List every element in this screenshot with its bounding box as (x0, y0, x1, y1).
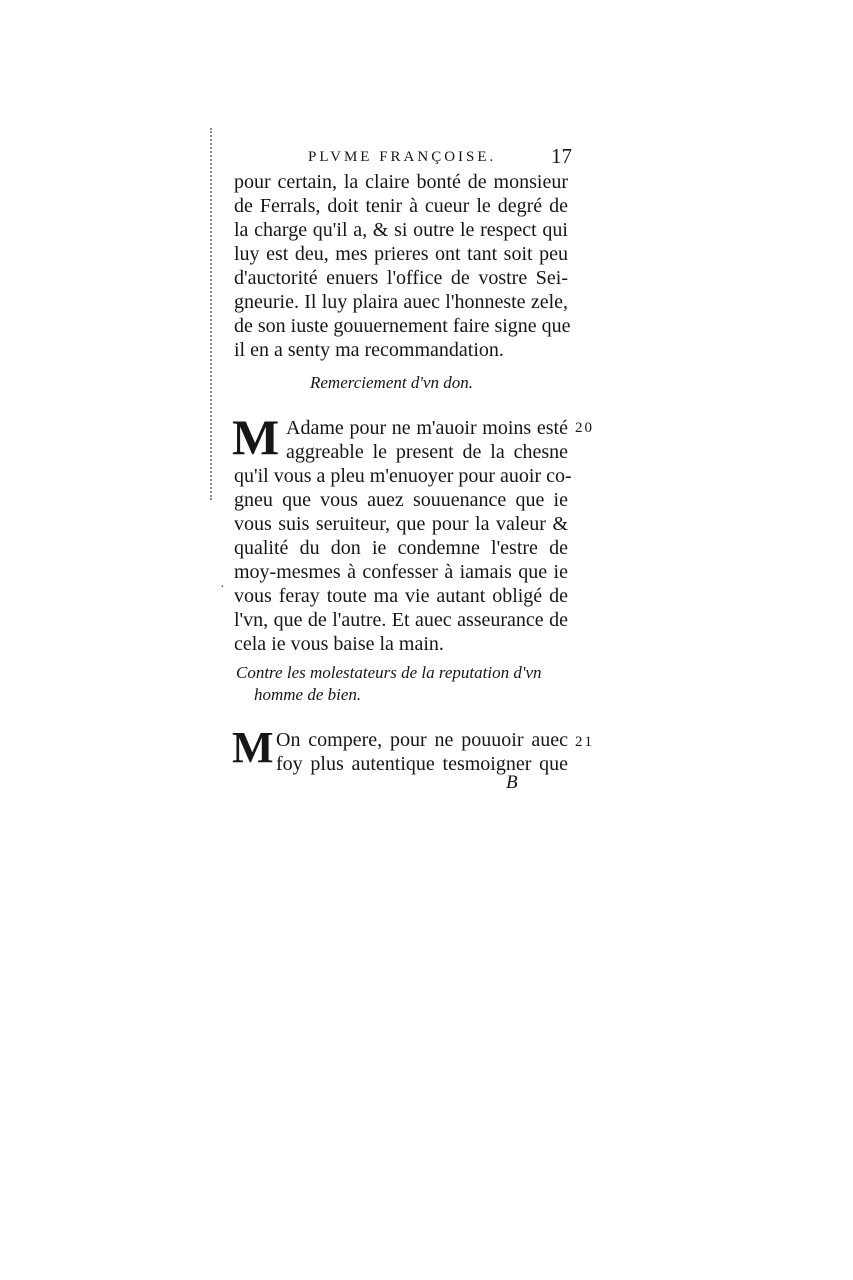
text-line: qualité du don ie condemne l'estre de (234, 537, 568, 559)
text-line: luy est deu, mes prieres ont tant soit peu (234, 243, 568, 265)
drop-cap: M (232, 723, 274, 772)
section-heading-continued: homme de bien. (254, 685, 362, 704)
text-line: pour certain, la claire bonté de monsieur (234, 171, 568, 193)
running-title: PLVME FRANÇOISE. (308, 149, 497, 165)
text-line: qu'il vous a pleu m'enuoyer pour auoir co- (234, 465, 572, 487)
text-line: d'auctorité enuers l'office de vostre Sei- (234, 267, 568, 289)
text-line: l'vn, que de l'autre. Et auec asseurance de (234, 609, 568, 631)
text-line: On compere, pour ne pouuoir auec (276, 729, 568, 751)
side-number: 20 (575, 420, 594, 436)
margin-rule (210, 128, 212, 500)
text-line: gneu que vous auez souuenance que ie (234, 489, 568, 511)
tick-mark: · (220, 580, 225, 595)
signature-mark: B (506, 772, 518, 793)
side-number: 21 (575, 734, 594, 750)
text-line: vous feray toute ma vie autant obligé de (234, 585, 568, 607)
text-line: vous suis seruiteur, que pour la valeur & (234, 513, 568, 535)
text-line: Adame pour ne m'auoir moins esté (286, 417, 568, 439)
text-line: cela ie vous baise la main. (234, 633, 444, 655)
page-number: 17 (551, 144, 572, 168)
text-line: il en a senty ma recommandation. (234, 339, 504, 361)
text-line: gneurie. Il luy plaira auec l'honneste zele, (234, 291, 568, 313)
text-line: la charge qu'il a, & si outre le respect qui (234, 219, 568, 241)
text-line: moy-mesmes à confesser à iamais que ie (234, 561, 568, 583)
text-line: de son iuste gouuernement faire signe que (234, 315, 571, 337)
text-line: aggreable le present de la chesne (286, 441, 568, 463)
page-header (300, 146, 580, 170)
text-line: foy plus autentique tesmoigner que (276, 753, 568, 775)
section-heading: Contre les molestateurs de la reputation d'vn (236, 663, 542, 682)
text-line: de Ferrals, doit tenir à cueur le degré de (234, 195, 568, 217)
section-heading: Remerciement d'vn don. (310, 373, 474, 392)
drop-cap: M (232, 409, 280, 465)
